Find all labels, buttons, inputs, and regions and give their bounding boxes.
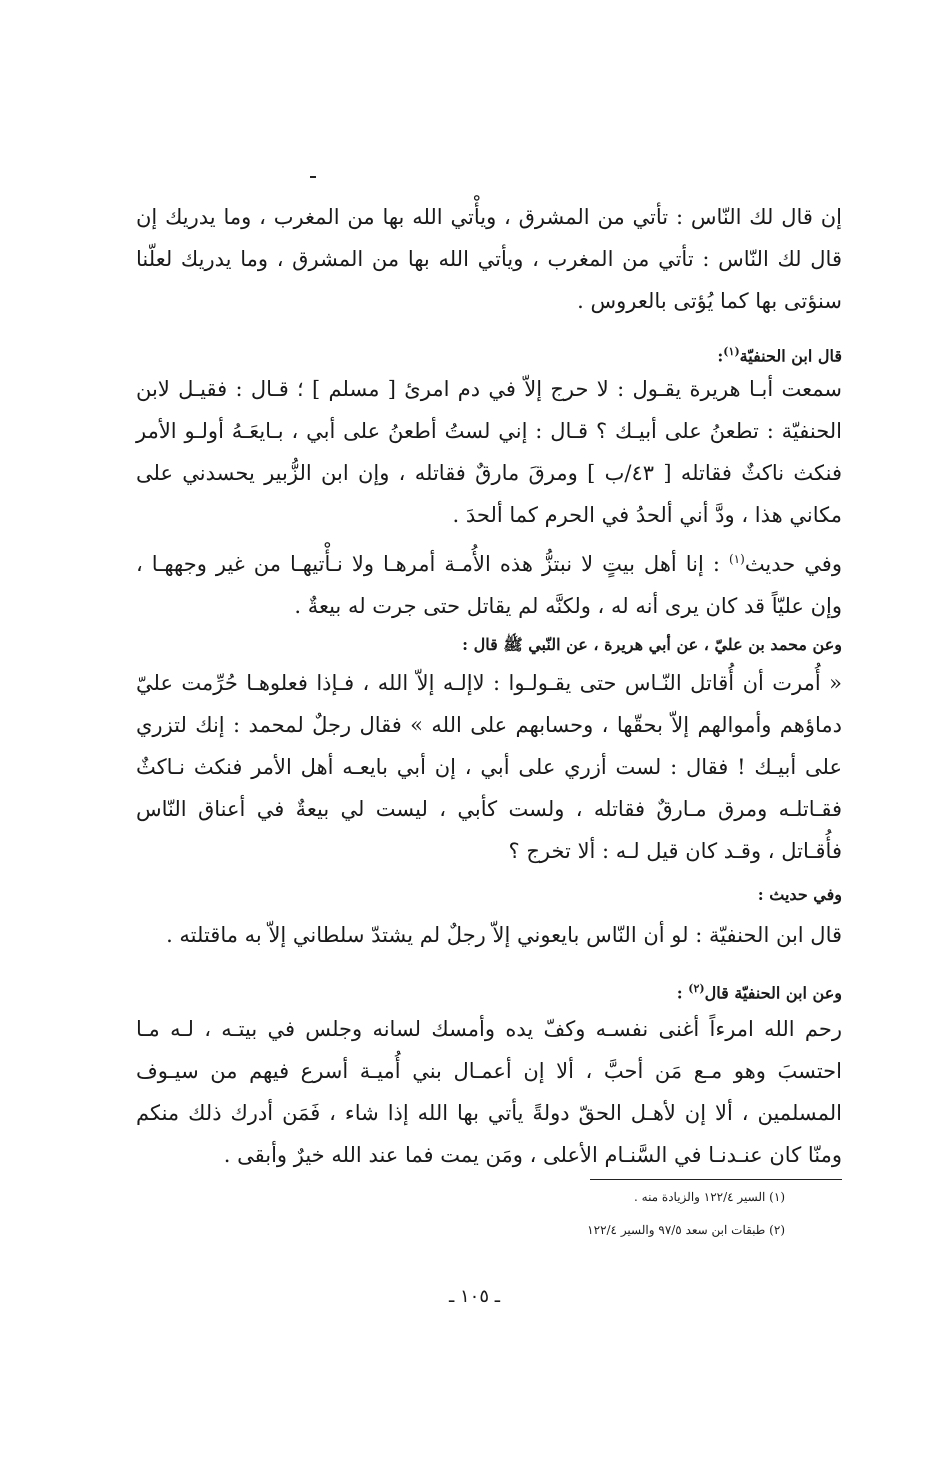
heading-ibn-al-hanafiyya: [136, 339, 842, 369]
paragraph-1: [136, 196, 842, 322]
paragraph-text: رحم الله امرءاً أغنى نفسـه وكفّ يده وأمسك لسانه وجلس في بيتـه ، لـه مـا احتسبَ وهو مـع مَن أحبَّ ، ألا إن أعمـال بني أُميـة أسرع فيهم من سيـوف المسلمين ، ألا إن لأهـل الحقّ دولةً يأتي بها الله إذا شاء ، فَمَن أدرك ذلك منكم ومنّا كان عنـدنـا في السَّنـام الأعلى ، ومَن يمت فما عند الله خيرٌ وأبقى .: [136, 1017, 842, 1167]
paragraph-text: إن قال لك النّاس : تأتي من المشرق ، ويأْتي الله بها من المغرب ، وما يدريك إن قال لك النّاس : تأتي من المغرب ، ويأتي الله بها من المشرق ، وما يدريك لعلّنا سنؤتى بها كما يُؤتى بالعروس .: [136, 205, 842, 313]
footnote-divider: [590, 1179, 842, 1180]
heading-fi-hadith: [136, 882, 842, 908]
paragraph-2: [136, 368, 842, 536]
heading-colon: :: [676, 983, 689, 1003]
paragraph-text: قال ابن الحنفيّة : لو أن النّاس بايعوني إلاّ رجلٌ لم يشتدّ سلطاني إلاّ به ماقتلته .: [166, 923, 842, 947]
paragraph-5: [136, 914, 842, 956]
paragraph-text: سمعت أبـا هريرة يقـول : لا حرج إلاّ في دم امرئ [ مسلم ] ؛ قـال : فقيـل لابن الحنفيّة : تطعنُ على أبيـك ؟ قـال : إني لستُ أطعنُ على أبي ، بـايعَـهُ أولـو الأمر فنكث ناكثٌ فقاتله [ ٤٣/ب ] ومرقَ مارقٌ فقاتله ، وإن ابن الزُّبير يحسدني على مكاني هذا ، ودَّ أني ألحدُ في الحرم كما ألحدَ .: [136, 377, 842, 527]
footnote-marker: (٢): [688, 982, 705, 995]
heading-ibn-al-hanafiyya-2: [136, 976, 842, 1006]
page-number: ـ ١٠٥ ـ: [448, 1286, 500, 1307]
heading-text: وفي حديث :: [757, 885, 842, 904]
footnote-marker: (١): [728, 552, 745, 566]
heading-text: وعن محمد بن عليّ ، عن أبي هريرة ، عن النّبي ﷺ قال :: [462, 635, 842, 654]
paragraph-text: « أُمرت أن أُقاتل النّـاس حتى يقـولـوا : لاإلـه إلاّ الله ، فـإذا فعلوهـا حُرِّمت عليّ دماؤهم وأموالهم إلاّ بحقّها ، وحسابهم على الله » فقال رجلٌ لمحمد : إنك لتزري على أبيـك ! فقال : لست أزري على أبي ، إن أبي بايعـه أهل الأمر فنكث نـاكثٌ فقـاتلـه ومرق مـارقٌ فقاتله ، ولست كأبي ، ليست لي بيعةٌ في أعناق النّاس فأُقـاتل ، وقـد كان قيل لـه : ألا تخرج ؟: [136, 671, 842, 863]
paragraph-6: [136, 1008, 842, 1176]
heading-muhammad-ibn-ali: [136, 632, 842, 658]
paragraph-3: [136, 538, 842, 627]
footnote-1: (١) السير ١٢٢/٤ والزيادة منه .: [634, 1190, 785, 1204]
top-mark: [310, 176, 316, 178]
paragraph-text: وفي حديث: [744, 552, 842, 576]
heading-text: قال ابن الحنفيّة: [739, 346, 842, 366]
paragraph-4: [136, 662, 842, 872]
footnote-2: (٢) طبقات ابن سعد ٩٧/٥ والسير ١٢٢/٤: [587, 1223, 785, 1237]
heading-colon: :: [717, 346, 724, 366]
heading-text: وعن ابن الحنفيّة قال: [704, 983, 842, 1003]
footnote-marker: (١): [723, 345, 740, 358]
paragraph-text: : إنا أهل بيتٍ لا نبتزُّ هذه الأُمـة أمرهـا ولا نـأْتيهـا من غير وجههـا ، وإن عليّاً قد كان يرى أنه له ، ولكنَّه لم يقاتل حتى جرت له بيعةٌ .: [136, 552, 842, 618]
